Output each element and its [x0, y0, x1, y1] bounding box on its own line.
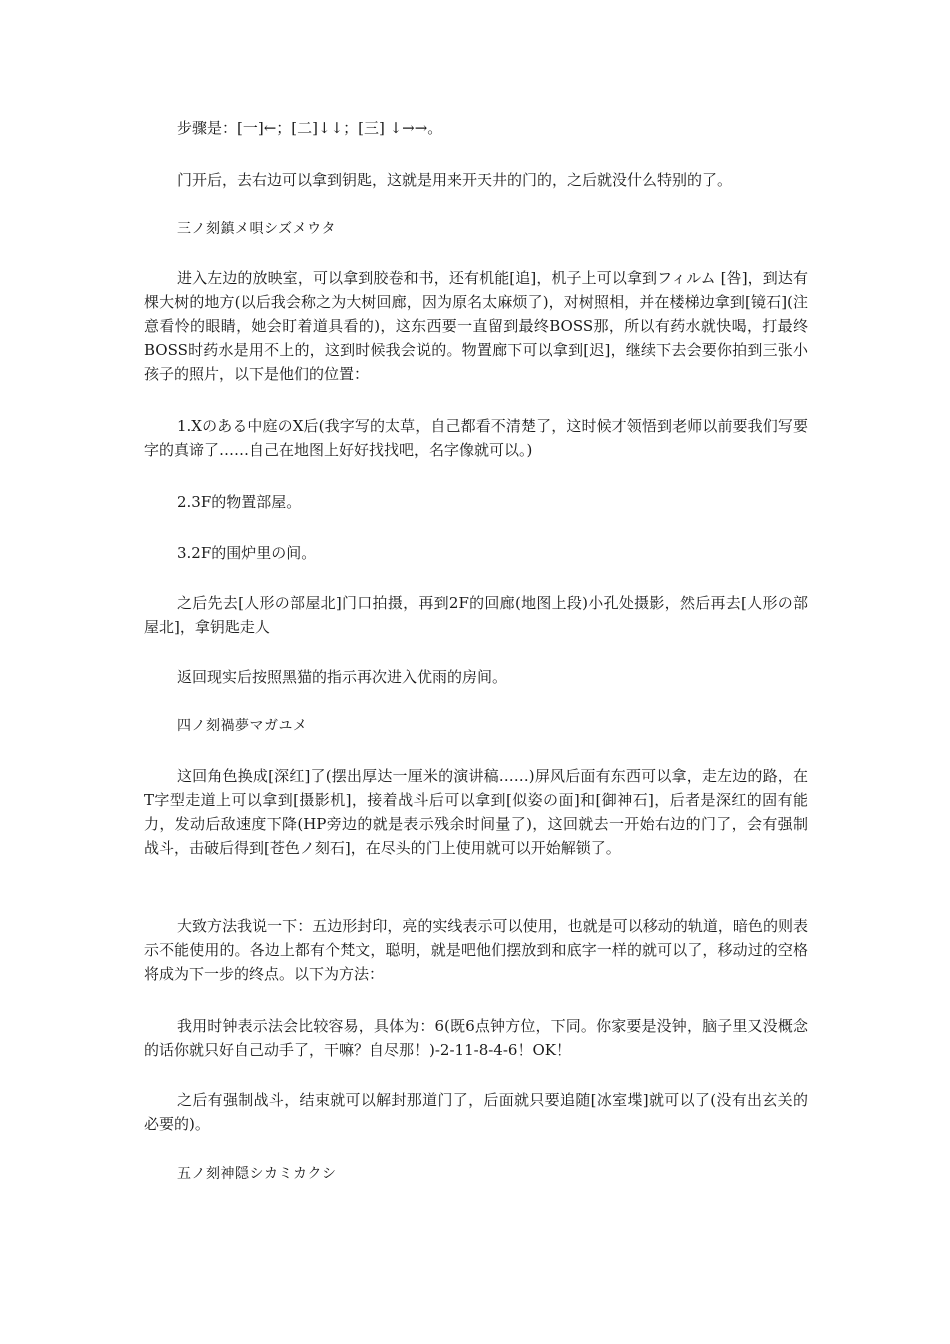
paragraph-pentagon-method: 大致方法我说一下：五边形封印，亮的实线表示可以使用，也就是可以移动的轨道，暗色的则表示不能使用的。各边上都有个梵文，聪明，就是吧他们摆放到和底字一样的就可以了，移动过的空格将成为下一步的终点。以下为方法： — [144, 917, 808, 983]
paragraph-door-open: 门开后，去右边可以拿到钥匙，这就是用来开天井的门的，之后就没什么特别的了。 — [177, 171, 733, 189]
paragraph-doll-room: 之后先去[人形の部屋北]门口拍摄，再到2F的回廊(地图上段)小孔处摄影，然后再去[人形の部屋北]，拿钥匙走人 — [144, 594, 808, 636]
paragraph-return-reality: 返回现实后按照黑猫的指示再次进入优雨的房间。 — [177, 668, 508, 686]
paragraph-photo-location-2: 2.3F的物置部屋。 — [177, 493, 302, 511]
paragraph-forced-battle: 之后有强制战斗，结束就可以解封那道门了，后面就只要追随[冰室堞]就可以了(没有出玄关的必要的)。 — [144, 1091, 808, 1133]
section-heading-4: 四ノ刻禍夢マガユメ — [177, 718, 308, 734]
paragraph-photo-location-1: 1.Xのある中庭のX后(我字写的太草，自己都看不清楚了，这时候才领悟到老师以前要我们写要字的真谛了……自己在地图上好好找找吧，名字像就可以。) — [144, 417, 808, 459]
paragraph-projection-room: 进入左边的放映室，可以拿到胶卷和书，还有机能[追]，机子上可以拿到フィルム [咎]，到达有棵大树的地方(以后我会称之为大树回廊，因为原名太麻烦了)，对树照相，并在楼梯边拿到[镜石](注意看怜的眼睛，她会盯着道具看的)，这东西要一直留到最终BOSS那，所以有药水就快喝，打最终BOSS时药水是用不上的，这到时候我会说的。物置廊下可以拿到[迟]，继续下去会要你拍到三张小孩子的照片，以下是他们的位置： — [144, 269, 808, 383]
paragraph-photo-location-3: 3.2F的围炉里の间。 — [177, 544, 317, 562]
paragraph-clock-method: 我用时钟表示法会比较容易，具体为：6(既6点钟方位，下同。你家要是没钟，脑子里又没概念的话你就只好自己动手了，干嘛？自尽那！)-2-11-8-4-6！OK！ — [144, 1017, 808, 1059]
paragraph-shinku: 这回角色换成[深红]了(摆出厚达一厘米的演讲稿……)屏风后面有东西可以拿，走左边的路，在T字型走道上可以拿到[摄影机]，接着战斗后可以拿到[似姿の面]和[御神石]，后者是深红的固有能力，发动后敌速度下降(HP旁边的就是表示残余时间量了)，这回就去一开始右边的门了，会有强制战斗，击破后得到[苍色ノ刻石]，在尽头的门上使用就可以开始解锁了。 — [144, 767, 808, 857]
section-heading-3: 三ノ刻鎮メ唄シズメウタ — [177, 221, 336, 237]
section-heading-5: 五ノ刻神隠シカミカクシ — [177, 1166, 337, 1182]
paragraph-steps: 步骤是：[一]←；[二]↓↓；[三] ↓→→。 — [177, 119, 443, 137]
